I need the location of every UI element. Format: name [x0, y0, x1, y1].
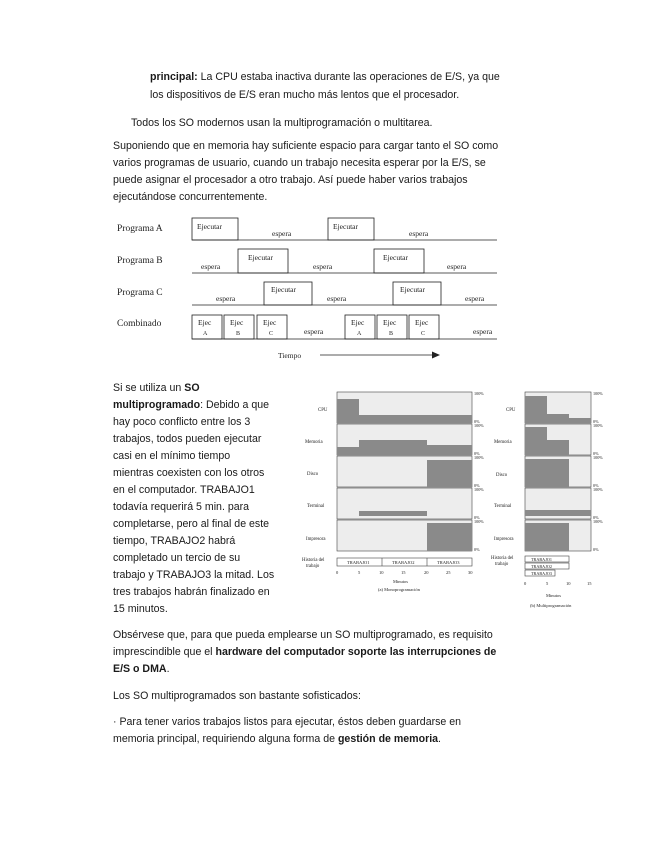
text-sub-b-1: B — [236, 331, 241, 337]
side-line-6: mientras coexisten con los otros — [113, 467, 265, 479]
intro-line-2: los dispositivos de E/S eran mucho más lentos que el procesador. — [150, 89, 460, 101]
para-obs-line-2: imprescindible que el hardware del computador soporte las interrupciones de — [113, 646, 497, 658]
para-obs-line-1: Obsérvese que, para que pueda emplearse un SO multiprogramado, es requisito — [113, 629, 493, 641]
tick-a-25: 25 — [446, 570, 451, 575]
bar-a-mem-3 — [427, 445, 472, 455]
label-programa-b: Programa B — [117, 256, 163, 266]
label-b-historia-1: Historia del — [491, 556, 514, 561]
bar-b-disco — [525, 459, 569, 487]
pct-b-disco-0: 0% — [593, 483, 599, 488]
side-line-2: multiprogramado: Debido a que — [113, 399, 270, 411]
text-tiempo: Tiempo — [278, 351, 302, 360]
text-sub-a-2: A — [357, 331, 362, 337]
text-ejec-3: Ejec — [263, 318, 277, 327]
text-espera-comb-1: espera — [304, 327, 324, 336]
xlabel-b-minutos: Minutos — [546, 593, 562, 598]
text-sub-a-1: A — [203, 331, 208, 337]
xlabel-a-minutos: Minutos — [393, 579, 409, 584]
text-ejecutar-a1: Ejecutar — [197, 222, 222, 231]
label-a-cpu: CPU — [318, 408, 328, 413]
para-suponiendo-line-1: Suponiendo que en memoria hay suficiente espacio para cargar tanto el SO como — [113, 140, 499, 152]
label-a-impresora: Impresora — [306, 537, 326, 542]
text-ejec-2: Ejec — [230, 318, 244, 327]
intro-line-1: principal: La CPU estaba inactiva durante las operaciones de E/S, ya que — [150, 71, 500, 83]
bar-b-cpu-2 — [547, 414, 569, 423]
tick-b-5: 5 — [546, 581, 549, 586]
text-ejecutar-c1: Ejecutar — [271, 285, 296, 294]
pct-b-term-100: 100% — [593, 487, 603, 492]
side-line-14: 15 minutos. — [113, 603, 168, 615]
text-ejec-1: Ejec — [198, 318, 212, 327]
text-ejecutar-b1: Ejecutar — [248, 253, 273, 262]
para-suponiendo-line-4: ejecutándose concurrentemente. — [113, 191, 268, 203]
tick-b-10: 10 — [566, 581, 571, 586]
side-line-12: trabajo y TRABAJO3 la mitad. Los — [113, 569, 275, 581]
pct-b-term-0: 0% — [593, 515, 599, 520]
text-ejecutar-b2: Ejecutar — [383, 253, 408, 262]
panel-monoprogramming — [302, 391, 484, 592]
label-b-memoria: Memoria — [494, 440, 512, 445]
para-suponiendo-line-3: puede asignar el procesador a otro trabajo. Así puede haber varios trabajos — [113, 174, 468, 186]
pct-a-mem-0: 0% — [474, 451, 480, 456]
text-espera-a2: espera — [409, 229, 429, 238]
tick-a-0: 0 — [336, 570, 339, 575]
tick-b-0: 0 — [524, 581, 527, 586]
pct-a-cpu-0: 0% — [474, 419, 480, 424]
bar-b-impresora — [525, 523, 569, 551]
tick-a-20: 20 — [424, 570, 429, 575]
bar-a-disco — [427, 460, 472, 487]
pct-a-cpu-100: 100% — [474, 391, 484, 396]
side-line-3: hay poco conflicto entre los 3 — [113, 416, 251, 428]
pct-a-imp-100: 100% — [474, 519, 484, 524]
text-ejec-6: Ejec — [415, 318, 429, 327]
pct-b-mem-0: 0% — [593, 451, 599, 456]
pct-a-imp-0: 0% — [474, 547, 480, 552]
tick-a-30: 30 — [468, 570, 473, 575]
label-combinado: Combinado — [117, 319, 162, 329]
para-sofisticados: Los SO multiprogramados son bastante sofisticados: — [113, 690, 361, 702]
para-obs-line-3: E/S o DMA. — [113, 663, 170, 675]
bar-b-mem-2 — [547, 440, 569, 455]
tick-a-5: 5 — [358, 570, 361, 575]
text-espera-a1: espera — [272, 229, 292, 238]
label-b-disco: Disco — [496, 473, 508, 478]
history-b-label2: TRABAJO2 — [531, 564, 552, 569]
multiprogramming-statement: Todos los SO modernos usan la multiprogramación o multitarea. — [131, 117, 433, 129]
bar-a-terminal — [359, 511, 427, 516]
history-b-label3: TRABAJO3 — [531, 571, 552, 576]
text-sub-c-1: C — [269, 331, 274, 337]
history-a-job1: TRABAJO1 — [347, 560, 370, 565]
pct-b-disco-100: 100% — [593, 455, 603, 460]
history-a-job3: TRABAJO3 — [437, 560, 460, 565]
caption-a: (a) Monoprogramación — [378, 587, 420, 592]
side-line-11: completado un tercio de su — [113, 552, 241, 564]
text-sub-b-2: B — [389, 331, 394, 337]
pct-a-term-0: 0% — [474, 515, 480, 520]
label-b-impresora: Impresora — [494, 537, 514, 542]
para-suponiendo-line-2: varios programas de usuario, cuando un trabajo necesita esperar por la E/S, se — [113, 157, 486, 169]
bar-b-cpu-1 — [525, 396, 547, 423]
label-programa-c: Programa C — [117, 288, 163, 298]
history-a-job2: TRABAJO2 — [392, 560, 415, 565]
label-a-terminal: Terminal — [307, 504, 325, 509]
tick-b-15: 15 — [587, 581, 592, 586]
side-line-4: trabajos, todos pueden ejecutar — [113, 433, 262, 445]
label-b-cpu: CPU — [506, 408, 516, 413]
label-a-historia-1: Historia del — [302, 558, 325, 563]
tick-a-15: 15 — [401, 570, 406, 575]
text-espera-b3: espera — [447, 262, 467, 271]
label-a-historia-2: trabajo — [306, 564, 320, 569]
side-line-9: completarse, pero al final de este — [113, 518, 270, 530]
label-programa-a: Programa A — [117, 224, 163, 234]
pct-a-term-100: 100% — [474, 487, 484, 492]
bar-a-mem-2 — [359, 440, 427, 455]
bar-b-terminal — [525, 510, 591, 516]
bar-a-impresora — [427, 523, 472, 551]
text-sub-c-2: C — [421, 331, 426, 337]
pct-b-mem-100: 100% — [593, 423, 603, 428]
bar-a-cpu-1 — [337, 399, 359, 423]
intro-bold-term: principal: — [150, 71, 198, 83]
bullet-line-1: · Para tener varios trabajos listos para ejecutar, éstos deben guardarse en — [113, 716, 462, 728]
side-line-8: todavía requerirá 5 min. para — [113, 501, 250, 513]
side-line-1: Si se utiliza un SO — [113, 382, 200, 394]
label-a-disco: Disco — [307, 472, 319, 477]
text-ejec-4: Ejec — [351, 318, 365, 327]
text-espera-comb-2: espera — [473, 327, 493, 336]
text-ejecutar-a2: Ejecutar — [333, 222, 358, 231]
label-b-historia-2: trabajo — [495, 562, 509, 567]
bar-a-cpu-2 — [359, 415, 472, 423]
pct-b-imp-0: 0% — [593, 547, 599, 552]
history-b-label1: TRABAJO1 — [531, 557, 552, 562]
text-espera-c2: espera — [327, 294, 347, 303]
bar-b-cpu-3 — [569, 418, 591, 423]
bar-a-mem-1 — [337, 447, 359, 455]
side-line-5: casi en el mínimo tiempo — [113, 450, 231, 462]
text-espera-c1: espera — [216, 294, 236, 303]
side-line-7: en el computador. TRABAJO1 — [113, 484, 255, 496]
caption-b: (b) Multiprogramación — [530, 603, 572, 608]
side-line-13: tres trabajos habrán finalizado en — [113, 586, 270, 598]
pct-a-disco-0: 0% — [474, 483, 480, 488]
panel-multiprogramming — [491, 391, 603, 608]
bullet-line-2: memoria principal, requiriendo alguna forma de gestión de memoria. — [113, 733, 441, 745]
text-espera-b1: espera — [201, 262, 221, 271]
side-line-10: tiempo, TRABAJO2 habrá — [113, 535, 236, 547]
label-b-terminal: Terminal — [494, 504, 512, 509]
bullet-mark: · — [113, 716, 117, 728]
pct-b-cpu-0: 0% — [593, 419, 599, 424]
pct-b-imp-100: 100% — [593, 519, 603, 524]
text-ejecutar-c2: Ejecutar — [400, 285, 425, 294]
pct-b-cpu-100: 100% — [593, 391, 603, 396]
text-espera-c3: espera — [465, 294, 485, 303]
pct-a-mem-100: 100% — [474, 423, 484, 428]
text-espera-b2: espera — [313, 262, 333, 271]
pct-a-disco-100: 100% — [474, 455, 484, 460]
bar-b-mem-1 — [525, 427, 547, 455]
tick-a-10: 10 — [379, 570, 384, 575]
text-ejec-5: Ejec — [383, 318, 397, 327]
label-a-memoria: Memoria — [305, 440, 323, 445]
